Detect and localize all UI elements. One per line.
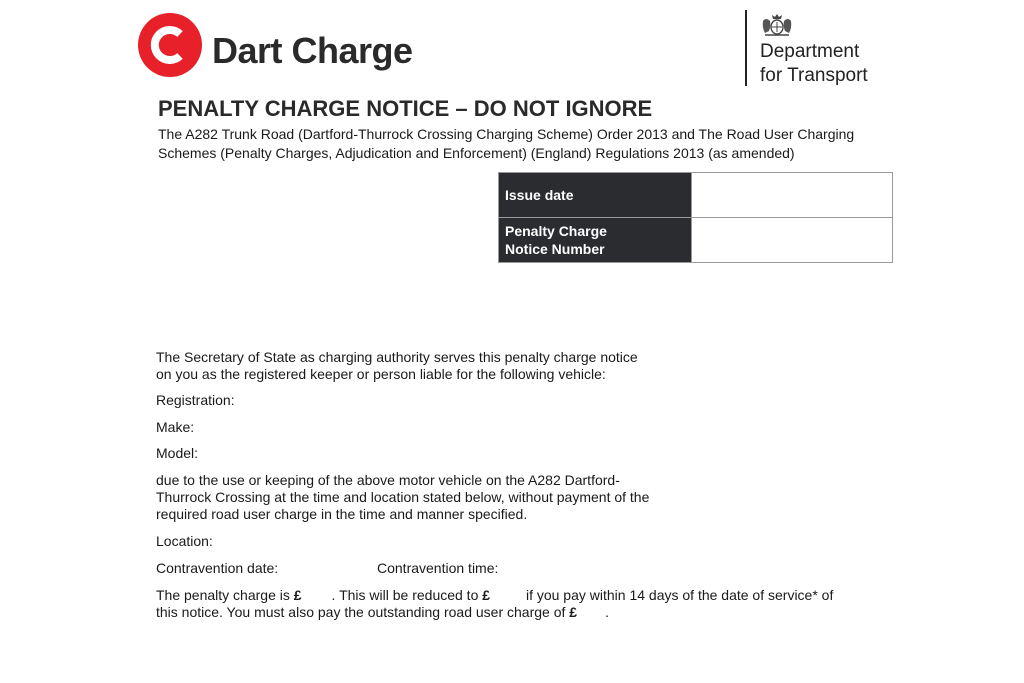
road-user-charge-currency: £	[569, 604, 578, 620]
contravention-time-label: Contravention time:	[377, 560, 499, 576]
contravention-date-label: Contravention date:	[156, 560, 279, 576]
dart-charge-c-icon	[138, 13, 202, 77]
dft-divider	[745, 10, 747, 86]
dart-charge-logo	[138, 13, 448, 77]
penalty-text-e: .	[605, 604, 609, 620]
royal-coat-of-arms-icon	[759, 12, 795, 38]
due-line-3: required road user charge in the time and manner specified.	[156, 506, 528, 522]
registration-label: Registration:	[156, 392, 235, 408]
pcn-row	[499, 218, 893, 263]
due-line-1: due to the use or keeping of the above motor vehicle on the A282 Dartford-	[156, 472, 620, 488]
pcn-label	[499, 218, 692, 263]
make-label: Make:	[156, 419, 195, 435]
notice-info-table	[498, 172, 893, 263]
location-label: Location:	[156, 533, 213, 549]
penalty-text-d: this notice. You must also pay the outstanding road user charge of	[156, 604, 570, 620]
penalty-line-2	[156, 604, 609, 621]
dart-charge-wordmark: Dart Charge	[212, 30, 413, 71]
pcn-label-line-1: Penalty Charge	[505, 223, 607, 239]
dft-wordmark	[760, 40, 868, 88]
dft-line-2: for Transport	[760, 65, 868, 86]
penalty-amount-currency: £	[293, 587, 302, 603]
legal-basis-line-2: Schemes (Penalty Charges, Adjudication and Enforcement) (England) Regulations 2013 (as amended)	[158, 145, 795, 161]
pcn-value	[692, 218, 893, 263]
serve-line-2: on you as the registered keeper or person liable for the following vehicle:	[156, 366, 606, 382]
due-line-2: Thurrock Crossing at the time and location stated below, without payment of the	[156, 489, 650, 505]
penalty-text-a: The penalty charge is	[156, 587, 294, 603]
reduced-amount-currency: £	[482, 587, 491, 603]
model-label: Model:	[156, 445, 199, 461]
issue-date-value	[692, 173, 893, 218]
pcn-label-line-2: Notice Number	[505, 241, 605, 257]
penalty-line-1	[156, 587, 833, 604]
serve-line-1: The Secretary of State as charging authority serves this penalty charge notice	[156, 349, 638, 365]
issue-date-label: Issue date	[499, 173, 692, 218]
dft-logo	[745, 10, 895, 90]
legal-basis-line-1: The A282 Trunk Road (Dartford-Thurrock Crossing Charging Scheme) Order 2013 and The Road User Charging	[158, 126, 855, 142]
issue-date-row	[499, 173, 893, 218]
penalty-text-b: . This will be reduced to	[331, 587, 483, 603]
notice-title: PENALTY CHARGE NOTICE – DO NOT IGNORE	[158, 96, 653, 121]
dft-line-1: Department	[760, 41, 860, 62]
penalty-text-c: if you pay within 14 days of the date of service* of	[522, 587, 834, 603]
